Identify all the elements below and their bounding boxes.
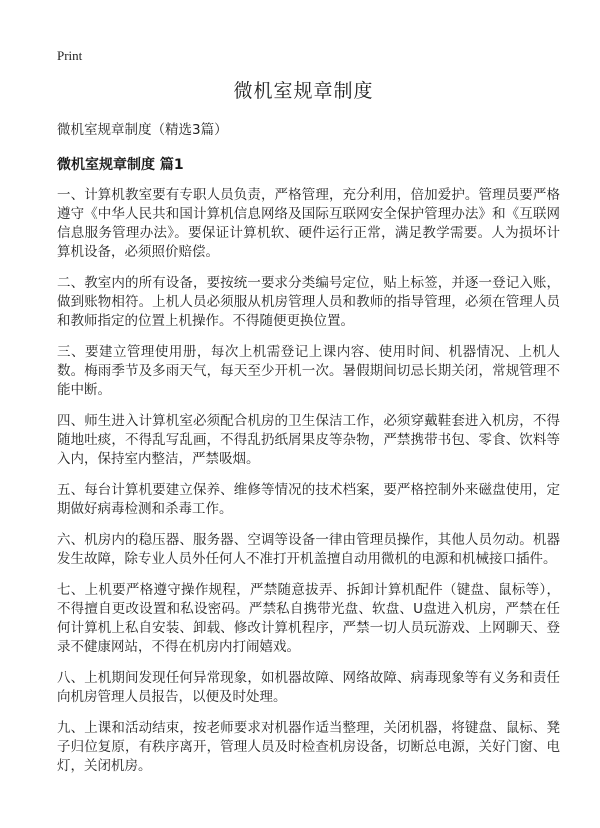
paragraph: 二、教室内的所有设备，要按统一要求分类编号定位，贴上标签，并逐一登记入账，做到账物相符。上机人员必须服从机房管理人员和教师的指导管理，必须在管理人员和教师指定的位置上机操作。不得随便更换位置。 (57, 275, 560, 329)
paragraph: 六、机房内的稳压器、服务器、空调等设备一律由管理员操作，其他人员勿动。机器发生故障，除专业人员外任何人不准打开机盖擅自动用微机的电源和机械接口插件。 (57, 532, 560, 567)
paragraph-list (57, 186, 560, 776)
paragraph: 一、计算机教室要有专职人员负责，严格管理，充分利用，倍加爱护。管理员要严格遵守《中华人民共和国计算机信息网络及国际互联网安全保护管理办法》和《互联网信息服务管理办法》。要保证计算机软、硬件运行正常，满足教学需要。人为损坏计算机设备，必须照价赔偿。 (57, 187, 560, 260)
document-title: 微机室规章制度 (233, 80, 374, 102)
paragraph: 七、上机要严格遵守操作规程，严禁随意拔弄、拆卸计算机配件（键盘、鼠标等），不得擅自更改设置和私设密码。严禁私自携带光盘、软盘、U盘进入机房，严禁在任何计算机上私自安装、卸载、修改计算机程序，严禁一切人员玩游戏、上网聊天、登录不健康网站，不得在机房内打闹嬉戏。 (57, 582, 560, 655)
paragraph: 四、师生进入计算机室必须配合机房的卫生保洁工作，必须穿戴鞋套进入机房，不得随地吐痰，不得乱写乱画，不得乱扔纸屑果皮等杂物，严禁携带书包、零食、饮料等入内，保持室内整洁，严禁吸烟。 (57, 413, 560, 467)
paragraph: 八、上机期间发现任何异常现象，如机器故障、网络故障、病毒现象等有义务和责任向机房管理人员报告，以便及时处理。 (57, 670, 560, 705)
print-label[interactable]: Print (57, 48, 83, 63)
document-subtitle: 微机室规章制度（精选3篇） (57, 122, 228, 138)
paragraph: 九、上课和活动结束，按老师要求对机器作适当整理，关闭机器，将键盘、鼠标、凳子归位复原，有秩序离开，管理人员及时检查机房设备，切断总电源，关好门窗、电灯，关闭机房。 (57, 720, 560, 774)
section-heading: 微机室规章制度 篇1 (57, 157, 184, 173)
paragraph: 三、要建立管理使用册，每次上机需登记上课内容、使用时间、机器情况、上机人数。梅雨季节及多雨天气，每天至少开机一次。暑假期间切忌长期关闭，常规管理不能中断。 (57, 344, 560, 398)
paragraph: 五、每台计算机要建立保养、维修等情况的技术档案，要严格控制外来磁盘使用，定期做好病毒检测和杀毒工作。 (57, 482, 560, 517)
